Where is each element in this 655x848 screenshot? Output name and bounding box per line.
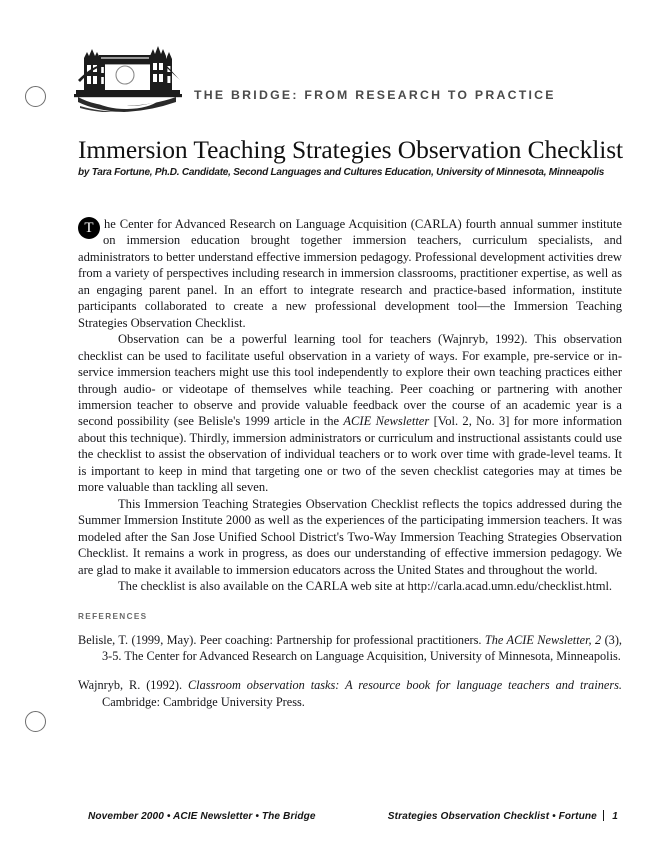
reference-item bbox=[78, 632, 622, 664]
article-body bbox=[78, 216, 622, 594]
reference-2-text-a: Wajnryb, R. (1992). bbox=[78, 678, 188, 693]
masthead bbox=[72, 40, 617, 118]
paragraph-2-text-b: [Vol. 2, No. 3] for more information about this technique). Thirdly, immersion administrators or curriculum and instructional assistants could use the checklist to assist the observation of individual teachers or to work over time with grade-level teams. It is important to keep in mind that targeting one or two of the seven checklist categories may at times be more valuable than tackling all seven. bbox=[78, 414, 622, 495]
reference-2-text-b: Cambridge: Cambridge University Press. bbox=[102, 694, 305, 709]
paragraph-4: The checklist is also available on the CARLA web site at http://carla.acad.umn.edu/checklist.html. bbox=[118, 578, 613, 593]
tower-bridge-logo-icon bbox=[72, 40, 184, 112]
page-number: 1 bbox=[612, 811, 618, 822]
paragraph-2 bbox=[78, 331, 622, 496]
footer-divider bbox=[603, 810, 604, 821]
page-title: Immersion Teaching Strategies Observation Checklist bbox=[78, 135, 624, 164]
footer-right-text: Strategies Observation Checklist • Fortune bbox=[387, 811, 597, 822]
footer-left-text: November 2000 • ACIE Newsletter • The Bridge bbox=[88, 811, 316, 822]
byline: by Tara Fortune, Ph.D. Candidate, Second Languages and Cultures Education, University of Minnesota, Minneapolis bbox=[78, 167, 605, 179]
references-section bbox=[78, 612, 622, 723]
title-block bbox=[78, 136, 626, 178]
footer-right bbox=[388, 808, 618, 822]
paragraph-1 bbox=[78, 216, 622, 331]
paragraph-2-text-a: Observation can be a powerful learning tool for teachers (Wajnryb, 1992). This observation checklist can be used to facilitate useful observation in a variety of ways. For example, pre-service or in-service immersion teachers might use this tool independently to explore their own teaching practices either through audio- or videotape of themselves while teaching. Peer coaching or partnering with another immersion teacher to observe and provide valuable feedback over the course of an academic year is a second possibility (see Belisle's 1999 article in the bbox=[78, 332, 622, 429]
reference-1-text-b: (3), 3-5. The Center for Advanced Research on Language Acquisition, University of Minnesota, Minneapolis. bbox=[102, 633, 622, 664]
drop-cap: T bbox=[78, 217, 100, 239]
reference-1-text-a: Belisle, T. (1999, May). Peer coaching: Partnership for professional practitioners. bbox=[78, 633, 485, 647]
reference-2-source: Classroom observation tasks: A resource book for language teachers and trainers. bbox=[187, 678, 622, 693]
page-footer bbox=[88, 808, 618, 822]
paragraph-1-text: he Center for Advanced Research on Language Acquisition (CARLA) fourth annual summer institute on immersion education brought together immersion teachers, curriculum specialists, and administrators to better understand effective immersion pedagogy. Professional development activities drew from a variety of perspectives including research in immersion classrooms, practitioner expertise, as well as an engaging parent panel. In an effort to integrate research and practice-based information, institute participants collaborated to create a new professional development tool—the Immersion Teaching Strategies Observation Checklist. bbox=[78, 217, 622, 330]
hole-punch-mark-top bbox=[25, 86, 46, 107]
references-heading: REFERENCES bbox=[78, 612, 148, 621]
paragraph-3: This Immersion Teaching Strategies Observation Checklist reflects the topics addressed during the Summer Immersion Institute 2000 as well as the experiences of the participating immersion teachers. It was modeled after the San Jose Unified School District's Two-Way Immersion Teaching Strategies Observation Checklist. It remains a work in progress, as does our understanding of effective immersion pedagogy. We are glad to make it available to immersion educators across the United States and throughout the world. bbox=[78, 496, 622, 577]
citation-acie-newsletter: ACIE Newsletter bbox=[343, 414, 430, 429]
reference-1-source: The ACIE Newsletter, 2 bbox=[484, 633, 602, 647]
hole-punch-mark-bottom bbox=[25, 711, 46, 732]
masthead-title: THE BRIDGE: FROM RESEARCH TO PRACTICE bbox=[194, 88, 556, 102]
reference-item bbox=[78, 677, 622, 709]
